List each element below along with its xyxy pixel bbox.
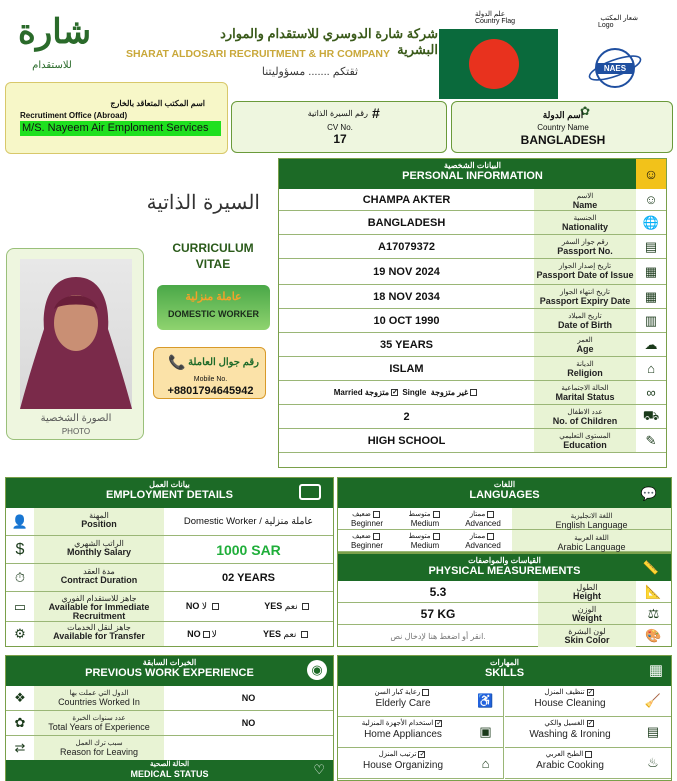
level-ar: ضعيف [352,533,371,540]
country-box [451,101,673,153]
transfer-no-ar: لا [211,628,217,639]
photo-label-ar: الصورة الشخصية [40,413,112,424]
single-checkbox[interactable] [470,389,477,396]
personal-header-ar: البيانات الشخصية [444,161,501,170]
mobile-value: +8801794645942 [167,385,254,397]
personal-label-ar: تاريخ الميلاد [568,313,602,320]
weight-label [538,603,636,624]
available-ar: جاهز للاستقدام الفوري [61,594,137,603]
duration-en: Contract Duration [60,575,138,585]
single-en: Single [402,388,427,397]
personal-value: 10 OCT 1990 [373,314,440,327]
available-yes-checkbox[interactable] [302,603,309,610]
salary-ar: الراتب الشهري [74,539,124,548]
skill-item[interactable] [505,686,671,717]
skill-en: Washing & Ironing [529,729,611,740]
available-no[interactable] [186,601,221,612]
scale-icon: ⚖ [647,605,660,621]
personal-label-ar: رقم جواز السفر [561,239,609,246]
mobile-box [153,347,266,399]
personal-row [279,259,666,285]
skill-item[interactable] [338,717,504,748]
briefcase-icon [299,484,321,500]
flag-disc [469,39,519,89]
level-en: Advanced [465,519,501,528]
available-yes[interactable] [264,601,311,612]
medical-header-en: MEDICAL STATUS [130,769,209,779]
physical-header-ar: القياسات والمواصفات [468,556,541,565]
title-en: CURRICULUM VITAE [172,241,254,271]
language-row [338,508,671,530]
ruler-icon: 📏 [642,560,659,575]
experience-value [164,736,333,760]
personal-label-en: Age [576,344,594,354]
languages-section [337,477,672,553]
personal-row [279,309,666,333]
available-row [6,592,333,622]
position-row [6,508,333,536]
level-en: Advanced [465,541,501,550]
personal-label-en: Marital Status [555,392,615,402]
cv-label-en: CV No. [327,123,353,132]
level-en: Medium [410,519,440,528]
flag-label-en: Country Flag [474,18,516,25]
globe-icon: 🌐 [642,214,660,230]
salary-row [6,536,333,564]
country-value: BANGLADESH [520,133,606,147]
available-yes-en: YES [264,601,283,611]
transfer-no[interactable] [187,629,217,640]
employment-header-en: EMPLOYMENT DETAILS [106,489,233,501]
skin-input[interactable]: انقر أو اضغط هنا لإدخال نص. [390,631,486,641]
calendar-icon: ▦ [644,263,658,279]
height-ar: الطول [576,583,598,592]
skills-header [338,656,671,686]
personal-label-en: Name [572,200,598,210]
transfer-options [164,622,333,646]
single-ar: غير متزوجة [430,388,469,397]
skill-checkbox[interactable]: ✓ [587,719,594,727]
country-label-en: Country Name [537,123,589,132]
skill-item[interactable] [505,717,671,748]
height-value: 5.3 [429,584,447,599]
personal-label-en: No. of Children [552,416,618,426]
experience-value: NO [241,693,256,703]
language-en: Arabic Language [557,542,626,552]
position-label [34,508,164,535]
office-box [5,82,228,154]
skills-grid-icon: ▦ [648,662,663,679]
transfer-yes-en: YES [262,628,281,639]
skill-checkbox[interactable] [422,689,429,696]
transfer-yes-ar: نعم [283,628,297,639]
personal-label [534,357,636,380]
available-en: Available for Immediate Recruitment [48,602,150,621]
skill-en: Arabic Cooking [536,760,604,771]
company-logo [18,8,92,86]
office-logo-label-ar: شعار المكتب [600,15,638,22]
level-en: Beginner [350,541,384,550]
worker-icon: 👤 [11,513,29,529]
company-name-ar: شركة شارة الدوسري للاستقدام والموارد البشرية [220,26,438,57]
stopwatch-icon: ⏱ [14,569,26,585]
salary-value: 1000 SAR [216,541,281,558]
skin-row [338,625,671,647]
physical-header-en: PHYSICAL MEASUREMENTS [428,565,581,577]
photo [20,259,132,409]
cooking-icon: ♨ [647,755,659,770]
skill-en: Elderly Care [375,698,431,709]
personal-value: CHAMPA AKTER [362,193,451,206]
skill-ar: تنظيف المنزل [544,689,585,696]
globe-flat-icon: ❖ [14,690,26,705]
mobile-ar: رقم جوال العاملة [188,357,259,368]
experience-value: NO [241,718,256,728]
job-en: DOMESTIC WORKER [168,309,259,319]
photo-label-en: PHOTO [61,427,91,436]
duration-value: 02 YEARS [222,571,275,584]
height-row [338,581,671,603]
experience-en: Reason for Leaving [59,747,139,757]
position-ar: المهنة [89,511,109,520]
available-no-ar: لا [201,601,208,611]
personal-label-en: Passport Expiry Date [539,296,631,306]
personal-label [534,429,636,452]
level-checkbox[interactable] [433,533,440,540]
personal-header [279,159,666,189]
personal-label [534,235,636,258]
skill-checkbox[interactable]: ✓ [436,719,443,727]
level-en: Beginner [350,519,384,528]
personal-value: A17079372 [378,240,435,253]
person-icon: ☺ [644,192,658,207]
age-icon: ☁ [644,336,658,352]
personal-value: 2 [403,410,410,423]
document-icon: ▤ [644,238,658,254]
arrows-icon: ⇄ [14,740,26,755]
experience-ar: عدد سنوات الخبرة [72,715,126,722]
transfer-yes-checkbox[interactable] [301,631,308,638]
cv-box [231,101,447,153]
available-no-en: NO [185,601,200,611]
elderly-care-icon: ♿ [477,693,494,708]
company-logo-text: شارة [18,12,92,52]
language-level[interactable] [338,508,396,529]
weight-value: 57 KG [420,606,456,621]
washing-icon: ▤ [646,724,660,739]
level-checkbox[interactable] [373,533,380,540]
personal-label-ar: الجنسية [573,215,597,222]
language-label [512,508,671,529]
languages-header [338,478,671,508]
salary-label [34,536,164,563]
transfer-no-box[interactable] [203,631,210,638]
married-checkbox[interactable]: ✓ [392,389,398,396]
level-ar: ممتاز [469,533,486,540]
level-checkbox[interactable] [373,511,380,518]
birthday-calendar-icon: ▥ [644,312,658,328]
available-options [164,592,333,621]
language-ar: اللغة العربية [574,535,609,542]
country-flag [439,29,558,99]
language-level[interactable] [338,530,396,551]
transfer-label [34,622,164,646]
experience-row [6,711,333,736]
skill-checkbox[interactable] [585,751,592,758]
personal-label-ar: العمر [577,337,593,344]
mobile-label: Mobile No. [193,376,228,383]
heartbeat-icon: ♡ [313,762,325,777]
skill-item[interactable] [338,686,504,717]
experience-section [5,655,334,781]
personal-row [279,333,666,357]
height-label [538,581,636,602]
phone-icon: 📞 [168,354,186,370]
job-badge [157,285,270,330]
personal-label [534,259,636,284]
level-checkbox[interactable] [433,511,440,518]
personal-section [278,158,667,468]
available-no-checkbox[interactable] [212,603,219,610]
personal-label [534,309,636,332]
personal-label [534,189,636,210]
personal-row [279,381,666,405]
language-ar: اللغة الانجليزية [570,513,613,520]
personal-row [279,405,666,429]
duration-label [34,564,164,591]
experience-row [6,686,333,711]
skill-checkbox[interactable]: ✓ [587,688,594,696]
globe-small-icon: ✿ [580,104,591,118]
experience-header [6,656,333,686]
personal-label [534,211,636,234]
experience-header-en: PREVIOUS WORK EXPERIENCE [85,667,254,679]
personal-value: 35 YEARS [380,338,433,351]
person-photo [20,259,132,409]
level-en: Medium [410,541,440,550]
title-ar: السيرة الذاتية [146,190,260,214]
personal-label-ar: المستوى التعليمي [559,433,611,440]
experience-label [34,736,164,760]
height-en: Height [573,591,601,601]
duration-ar: مدة العقد [83,567,115,576]
stroller-icon: ⛟ [642,407,660,423]
world-icon: ◉ [307,660,327,680]
transfer-ar: جاهز لنقل الخدمات [67,623,131,632]
experience-ar: الدول التي عملت بها [69,690,129,697]
experience-label [34,686,164,710]
medical-header-ar: الحالة الصحية [149,761,190,768]
skills-header-en: SKILLS [484,667,525,679]
personal-label-en: Nationality [561,222,608,232]
personal-row [279,189,666,211]
skill-en: House Cleaning [534,698,606,709]
head-icon: ☺ [636,159,666,189]
company-logo-sub: للاستقدام [32,60,72,71]
level-checkbox[interactable] [487,533,494,540]
flag-label-ar: علم الدولة [474,11,506,18]
dollar-icon: $ [15,540,25,558]
personal-label-ar: الديانة [576,361,594,368]
personal-label-en: Date of Birth [558,320,612,330]
language-level[interactable] [396,508,454,529]
experience-en: Total Years of Experience [48,722,150,732]
appliances-icon: ▣ [479,724,492,739]
language-row [338,530,671,552]
experience-row [6,736,333,761]
personal-row [279,357,666,381]
experience-header-ar: الخبرات السابقة [142,658,197,667]
company-slogan: ثقتكم ....... مسؤوليتنا [261,66,359,78]
personal-label-en: Passport No. [557,246,613,256]
level-checkbox[interactable] [487,511,494,518]
language-label [512,530,671,551]
skill-ar: الطبخ العربي [545,751,584,758]
rings-icon: ∞ [646,385,656,400]
personal-label [534,381,636,404]
personal-row [279,429,666,453]
personal-value: HIGH SCHOOL [367,434,446,447]
skin-ar: لون البشرة [568,627,606,636]
medical-header [6,760,333,781]
company-name-en: SHARAT ALDOSARI RECRUITMENT & HR COMPANY [125,48,391,60]
office-label-ar: اسم المكتب المتعاقد بالخارج [110,99,205,108]
skills-header-ar: المهارات [489,658,520,667]
religion-icon: ⌂ [647,361,655,376]
skill-checkbox[interactable]: ✓ [419,750,426,758]
transfer-no-en: NO [187,628,201,639]
window-icon: ▭ [13,598,27,614]
briefcase-small-icon: ✿ [14,715,26,730]
personal-row [279,211,666,235]
office-logo-label-en: Logo [598,22,614,29]
language-level[interactable] [454,530,512,551]
personal-label-ar: تاريخ إصدار الجواز [558,263,612,270]
personal-value: 18 NOV 2034 [373,290,440,303]
education-icon: ✎ [645,432,657,448]
experience-ar: سبب ترك العمل [75,740,123,747]
personal-label-ar: الحالة الاجتماعية [561,385,609,392]
skill-ar: الغسيل والكي [544,720,585,727]
skills-section [337,655,672,781]
personal-label-en: Passport Date of Issue [536,270,634,280]
available-yes-ar: نعم [284,601,298,611]
personal-label [534,285,636,308]
language-level[interactable] [454,508,512,529]
calendar-grid-icon: ▦ [644,288,658,304]
duration-row [6,564,333,592]
level-ar: ممتاز [469,511,486,518]
skill-item[interactable] [338,748,504,779]
experience-en: Countries Worked In [58,697,140,707]
job-ar: عاملة منزلية [185,291,242,303]
married-en: Married [333,388,363,397]
skin-en: Skin Color [564,635,610,645]
salary-en: Monthly Salary [66,547,131,557]
cv-number: 17 [333,132,347,146]
employment-header-ar: بيانات العمل [149,480,190,489]
transfer-icon: ⚙ [14,626,26,641]
skill-ar: ترتيب المنزل [378,751,417,758]
language-level[interactable] [396,530,454,551]
skin-label [538,625,636,647]
cv-hash-icon: # [372,105,380,121]
weight-row [338,603,671,625]
languages-header-ar: اللغات [493,480,516,489]
office-logo-text: NAES [603,64,627,73]
personal-label-en: Education [563,440,607,450]
personal-row [279,285,666,309]
office-label-en: Recrutiment Office (Abroad) [20,111,128,120]
personal-value [279,381,534,404]
transfer-en: Available for Transfer [53,631,145,641]
skill-item[interactable] [505,748,671,779]
level-ar: ضعيف [352,511,371,518]
level-ar: متوسط [408,511,431,518]
country-label-ar: اسم الدولة [542,110,584,120]
personal-header-en: PERSONAL INFORMATION [402,170,543,182]
married-ar: متزوجة [364,388,390,397]
physical-section [337,553,672,647]
physical-header [338,554,671,581]
transfer-row [6,622,333,646]
chat-icon: 💬 [640,486,657,501]
personal-label [534,405,636,428]
personal-label-en: Religion [567,368,603,378]
photo-frame [6,248,144,440]
personal-value: BANGLADESH [367,216,446,229]
language-en: English Language [555,520,628,530]
office-name: M/S. Nayeem Air Emploment Services [20,121,221,136]
languages-header-en: LANGUAGES [469,489,540,501]
transfer-yes[interactable] [263,629,310,640]
personal-label [534,333,636,356]
employment-section [5,477,334,647]
position-en: Position [81,519,117,529]
skill-ar: رعاية كبار السن [374,689,421,696]
house-icon: ⌂ [481,755,490,771]
palette-icon: 🎨 [645,628,662,643]
tape-icon: 📐 [645,583,662,599]
personal-value: ISLAM [389,362,424,375]
level-ar: متوسط [408,533,431,540]
available-label [34,592,164,621]
personal-label-ar: تاريخ انتهاء الجواز [559,289,610,296]
weight-en: Weight [572,613,602,623]
skill-ar: استخدام الأجهزة المنزلية [361,720,434,727]
personal-label-ar: عدد الاطفال [567,409,603,416]
personal-value: 19 NOV 2024 [373,265,440,278]
cv-label-ar: رقم السيرة الذاتية [307,109,368,118]
skill-en: House Organizing [362,760,444,771]
skill-en: Home Appliances [364,729,442,740]
cleaning-icon: 🧹 [644,693,662,708]
employment-header [6,478,333,508]
office-logo [585,40,645,92]
personal-label-ar: الاسم [576,193,594,200]
personal-row [279,235,666,259]
weight-ar: الوزن [577,605,597,614]
position-value: Domestic Worker / عاملة منزلية [183,516,314,527]
experience-label [34,711,164,735]
